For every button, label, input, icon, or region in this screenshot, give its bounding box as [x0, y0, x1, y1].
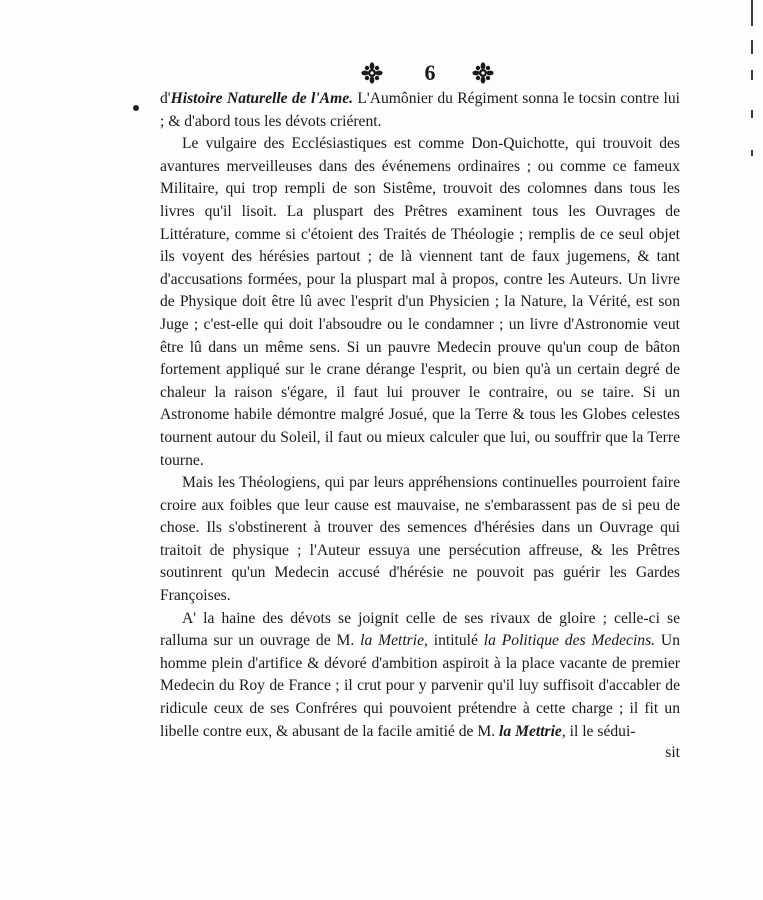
page-number: 6 [424, 60, 436, 85]
italic-text-run: la Mettrie [360, 632, 424, 650]
text-run: Un homme plein d'artifice & dévoré d'ambition aspiroit à la place vacante de premier Medecin du Roy de France ; il crut pour y parvenir qu'il luy suffisoit d'accabler de ridicule ceux de ses Confréres qui pouvoient prétendre à cette charge ; il fit un libelle contre eux, & abusant de la facile amitié de M. [160, 632, 680, 740]
catchword: sit [665, 744, 680, 761]
text-run: L'Aumônier du Régiment sonna le tocsin contre lui ; & d'abord tous les dévots criérent. [160, 90, 680, 130]
italic-text-run: Histoire Naturelle de l'Ame. [170, 90, 354, 107]
text-run: , intitulé [424, 632, 484, 650]
text-run: Mais les Théologiens, qui par leurs appréhensions continuelles pourroient faire croire aux foibles que leur cause est mauvaise, ne s'embarassent pas de si peu de chose. Ils s'obstinerent à trouver des semences d'hérésies dans un Ouvrage qui traitoit de physique ; l'Auteur essuya une persécution affreuse, & les Prêtres soutinrent qu'un Medecin accusé d'hérésie ne pouvoit pas guérir les Gardes Françoises. [160, 474, 680, 605]
paragraph [160, 472, 680, 608]
page-edge-mark [751, 0, 755, 900]
text-run: d' [160, 90, 171, 107]
italic-text-run: la Mettrie [499, 722, 562, 740]
text-run: A' la haine des dévots se joignit celle de ses rivaux de gloire ; celle-ci se ralluma sur un ouvrage de M. [160, 609, 680, 650]
body-text [160, 88, 680, 743]
fleuron-icon [472, 62, 494, 84]
page-header [0, 56, 763, 92]
text-run: , il le sédui- [561, 722, 636, 740]
paragraph [160, 608, 680, 744]
fleuron-icon [361, 62, 383, 84]
paragraph [160, 88, 680, 133]
paragraph [160, 133, 680, 472]
italic-text-run: la Politique des Medecins. [483, 632, 656, 650]
margin-mark [133, 105, 139, 111]
text-run: Le vulgaire des Ecclésiastiques est comme Don-Quichotte, qui trouvoit des avantures merveilleuses dans des événemens ordinaires ; ou comme ce fameux Militaire, qui trop rempli de son Sistême, trouvoit des colomnes dans tous les livres qu'il lisoit. La pluspart des Prêtres examinent tous les Ouvrages de Littérature, comme si c'étoient des Traités de Théologie ; remplis de ce seul objet ils voyent des hérésies partout ; de là viennent tant de faux jugemens, & tant d'accusations formées, pour la pluspart mal à propos, contre les Auteurs. Un livre de Physique doit être lû avec l'esprit d'un Physicien ; la Nature, la Vérité, est son Juge ; c'est-elle qui doit l'absoudre ou le condamner ; un livre d'Astronomie veut être lû dans un même sens. Si un pauvre Medecin prouve qu'un coup de bâton fortement appliqué sur le crane dérange l'esprit, ou bien qu'à un certain degré de chaleur la raison s'égare, il faut lui prouver le contraire, ou se taire. Si un Astronome habile démontre malgré Josué, que la Terre & tous les Globes celestes tournent autour du Soleil, il faut ou mieux calculer que lui, ou souffrir que la Terre tourne. [160, 135, 680, 469]
